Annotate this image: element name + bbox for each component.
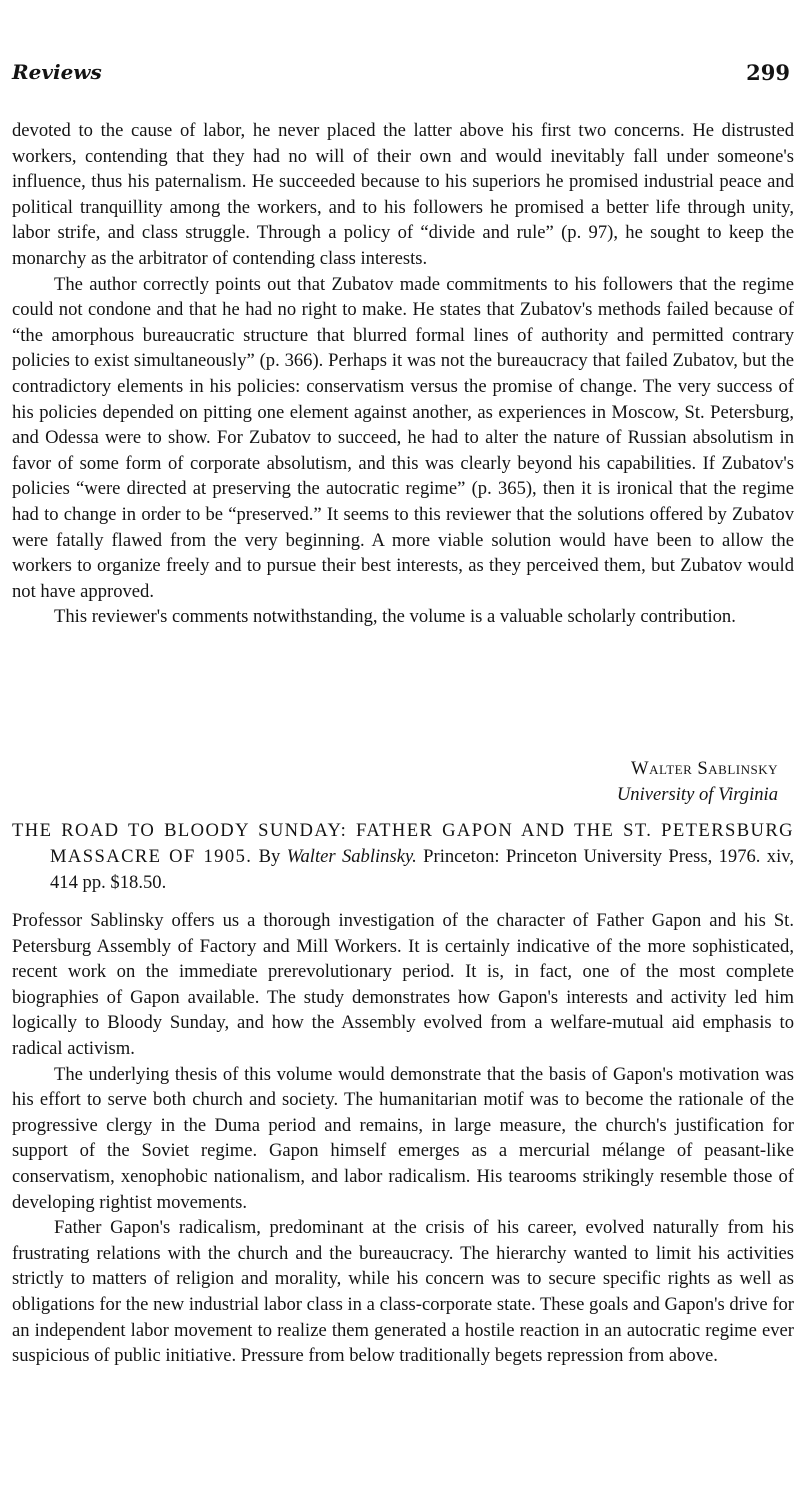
running-head — [12, 60, 790, 92]
journal-page — [12, 0, 796, 1505]
book-by: By — [258, 846, 281, 867]
paragraph: Professor Sablinsky offers us a thorough investigation of the character of Father Gapon and his St. Petersburg Assembly of Factory and Mill Workers. It is certainly indicative of the more sophisticated, recent work on the immediate prerevolutionary period. It is, in fact, one of the most complete biographies of Gapon available. The study demonstrates how Gapon's interests and activity led him logically to Bloody Sunday, and how the Assembly evolved from a welfare-mutual aid emphasis to radical activism. — [12, 910, 794, 1059]
page-number: 299 — [746, 60, 790, 85]
book-author: Walter Sablinsky. — [286, 846, 417, 867]
book-entry — [12, 818, 794, 896]
reviewer-name: Walter Sablinsky — [631, 758, 778, 779]
paragraph: The underlying thesis of this volume would demonstrate that the basis of Gapon's motivation was his effort to serve both church and society. The humanitarian motif was to become the rationale of the progressive clergy in the Duma period and remains, in large measure, the church's justification for support of the Soviet regime. Gapon himself emerges as a mercurial mélange of peasant-like conservatism, xenophobic nationalism, and labor radicalism. His tearooms strikingly resemble those of developing rightist movements. — [12, 1063, 794, 1213]
review-text — [12, 908, 794, 1369]
reviewer-signature — [617, 756, 778, 808]
paragraph: devoted to the cause of labor, he never placed the latter above his first two concerns. He distrusted workers, contending that they had no will of their own and would inevitably fall under someone's influence, thus his paternalism. He succeeded because to his superiors he promised industrial peace and political tranquillity among the workers, and to his followers he promised a better life through unity, labor strife, and class struggle. Through a policy of “divide and rule” (p. 97), he sought to keep the monarchy as the arbitrator of contending class interests. — [12, 120, 794, 269]
book-publication: Princeton: Princeton University Press, 1976. xiv, 414 pp. $18.50. — [50, 846, 794, 893]
paragraph: This reviewer's comments notwithstanding, the volume is a valuable scholarly contribution. — [54, 606, 736, 628]
paragraph: Father Gapon's radicalism, predominant at the crisis of his career, evolved naturally from his frustrating relations with the church and the bureaucracy. The hierarchy wanted to limit his activities strictly to matters of religion and morality, while his concern was to secure specific rights as well as obligations for the new industrial labor class in a class-corporate state. These goals and Gapon's drive for an independent labor movement to realize them generated a hostile reaction in an autocratic regime ever suspicious of public initiative. Pressure from below traditionally begets repression from above. — [12, 1217, 794, 1367]
paragraph: The author correctly points out that Zubatov made commitments to his followers that the regime could not condone and that he had no right to make. He states that Zubatov's methods failed because of “the amorphous bureaucratic structure that blurred formal lines of authority and permitted contrary policies to exist simultaneously” (p. 366). Perhaps it was not the bureaucracy that failed Zubatov, but the contradictory elements in his policies: conservatism versus the promise of change. The very success of his policies depended on pitting one element against another, as experiences in Moscow, St. Petersburg, and Odessa were to show. For Zubatov to succeed, he had to alter the nature of Russian absolutism in favor of some form of corporate absolutism, and this was clearly beyond his capabilities. If Zubatov's policies “were directed at preserving the autocratic regime” (p. 365), then it is ironical that the regime had to change in order to be “preserved.” It seems to this reviewer that the solutions offered by Zubatov were fatally flawed from the very beginning. A more viable solution would have been to allow the workers to organize freely and to pursue their best interests, as they perceived them, but Zubatov would not have approved. — [12, 273, 794, 602]
book-title: THE ROAD TO BLOODY SUNDAY: FATHER GAPON AND THE ST. PETERSBURG MASSACRE OF 1905. — [12, 820, 794, 867]
reviewer-affiliation: University of Virginia — [616, 784, 778, 805]
section-name: Reviews — [12, 60, 102, 84]
previous-review-text — [12, 118, 794, 630]
